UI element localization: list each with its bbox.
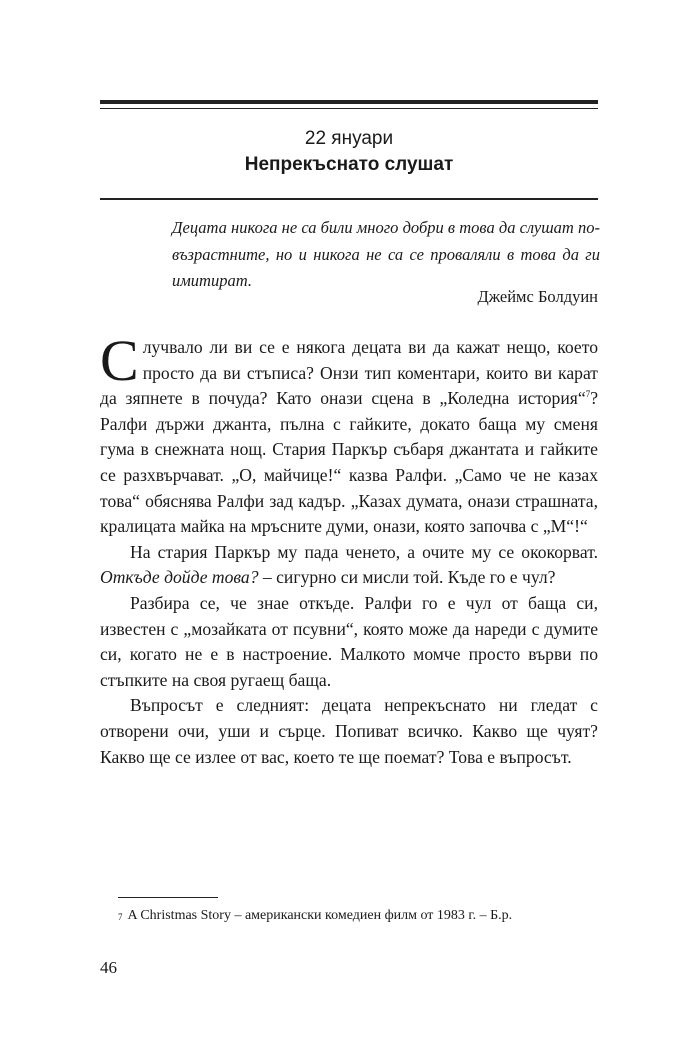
paragraph-4: Въпросът е следният: децата непрекъснато ни гледат с отворени очи, уши и сърце. Попиват всичко. Какво ще чуят? Какво ще се излее от вас, което те ще поемат? Това е въпросът. bbox=[100, 695, 598, 767]
footnote-mark: 7 bbox=[118, 912, 123, 922]
paragraph-2 bbox=[100, 540, 598, 591]
chapter-title: Непрекъснато слушат bbox=[244, 154, 454, 175]
header-rule-thick bbox=[100, 100, 598, 104]
chapter-header bbox=[100, 126, 598, 178]
paragraph-2-italic: Откъде дойде това? bbox=[100, 567, 259, 588]
paragraph-1-text-a: лучвало ли ви се е някога децата ви да кажат нещо, което просто да ви стъписа? Онзи тип коментари, които ви карат да зяпнете в почуда? Като онази сцена в „Коледна история“ bbox=[100, 337, 598, 409]
paragraph-2-text-a: На стария Паркър му пада ченето, а очите му се ококорват. bbox=[130, 541, 598, 562]
chapter-date: 22 януари bbox=[304, 128, 394, 149]
footnote bbox=[118, 906, 512, 926]
paragraph-3: Разбира се, че знае откъде. Ралфи го е чул от баща си, известен с „мозайката от псувни“, която може да нареди с думите си, когато не е в настроение. Малкото момче просто върви по стъпките на своя ругаещ баща. bbox=[100, 592, 598, 690]
paragraph-2-text-b: – сигурно си мисли той. Къде го е чул? bbox=[258, 567, 556, 588]
paragraph-1 bbox=[100, 328, 598, 540]
footnote-reference: 7 bbox=[585, 389, 591, 400]
header-rule-bottom bbox=[100, 198, 598, 200]
epigraph-author: Джеймс Болдуин bbox=[477, 287, 598, 306]
body-text bbox=[100, 328, 598, 770]
page-number: 46 bbox=[100, 958, 117, 977]
epigraph-quote: Децата никога не са били много добри в това да слушат по-възрастните, но и никога не са се проваляли в това да ги имитират. bbox=[172, 218, 600, 290]
paragraph-1-text-b: ? Ралфи държи джанта, пълна с гайките, докато баща му сменя гума в снежната нощ. Стария Паркър събаря джантата и гайките се разхвърчават. „О, майчице!“ казва Ралфи. „Само че не казах това“ обяснява Ралфи зад кадър. „Казах думата, онази страшната, кралицата майка на мръсните думи, онази, която започва с „М“!“ bbox=[100, 388, 598, 537]
drop-cap: С bbox=[100, 328, 139, 393]
footnote-text: A Christmas Story – американски комедиен филм от 1983 г. – Б.р. bbox=[127, 908, 513, 923]
header-rule-thin bbox=[100, 108, 598, 109]
footnote-separator bbox=[118, 897, 218, 898]
